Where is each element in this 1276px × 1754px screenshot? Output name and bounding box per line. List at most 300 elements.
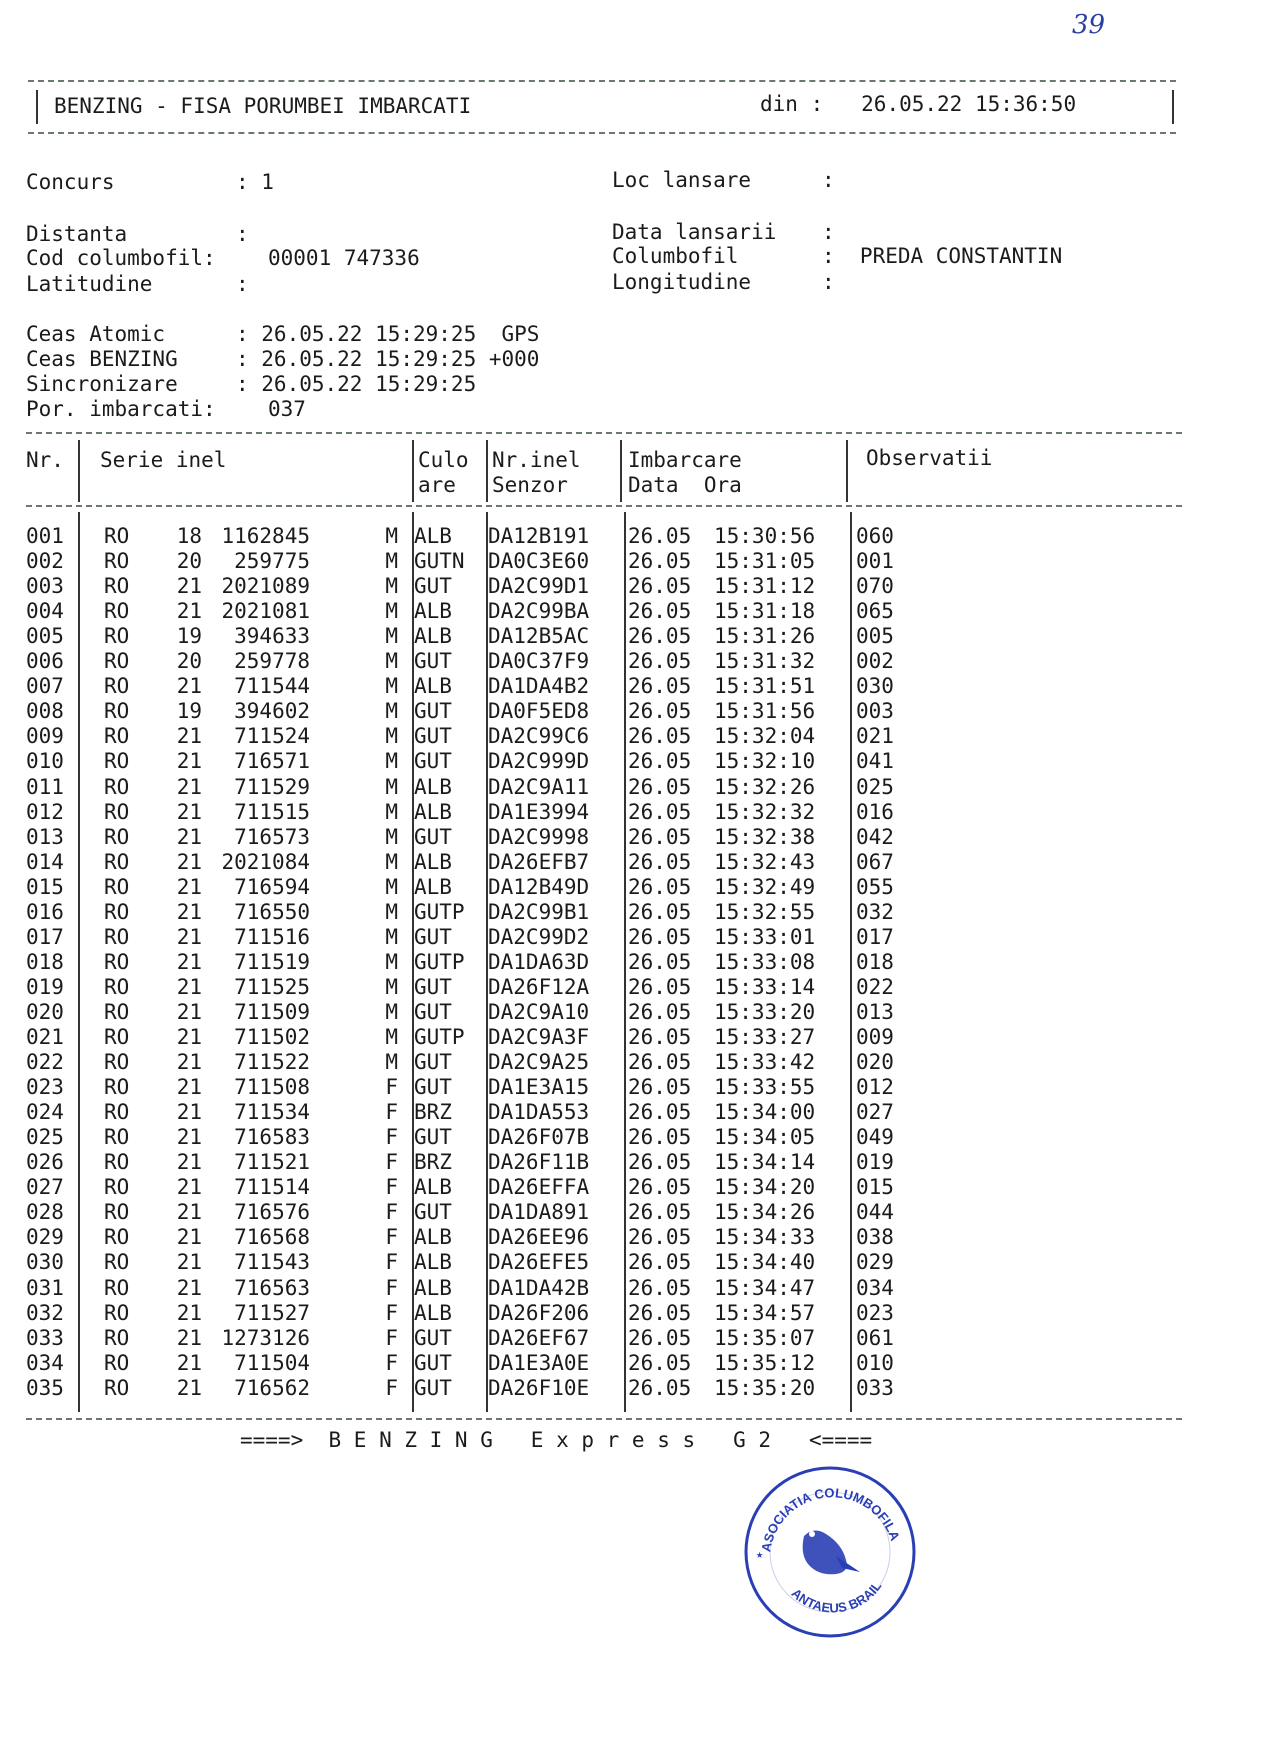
report-title: BENZING - FISA PORUMBEI IMBARCATI	[54, 94, 472, 118]
cell-sex: M	[385, 624, 398, 649]
cell-sensor: DA1DA891	[488, 1200, 590, 1225]
table-row	[26, 1125, 1182, 1150]
header-culoare-1: Culo	[418, 448, 469, 472]
cell-sensor: DA2C99BA	[488, 599, 590, 624]
loc-lansare-value: :	[822, 168, 835, 192]
cell-country: RO	[104, 699, 130, 724]
table-row	[26, 1276, 1182, 1301]
cell-nr: 019	[26, 974, 64, 999]
cell-time: 15:34:47	[714, 1275, 816, 1300]
cell-ring-number: 716562	[234, 1375, 310, 1400]
cell-date: 26.05	[628, 849, 692, 874]
cell-observatii: 044	[856, 1200, 894, 1225]
cell-sex: F	[385, 1075, 398, 1100]
cell-nr: 001	[26, 524, 64, 548]
cell-color: ALB	[414, 1250, 452, 1275]
cod-columbofil-label: Cod columbofil:	[26, 246, 216, 270]
header-serie-inel: Serie inel	[100, 448, 227, 472]
cell-color: GUT	[414, 1350, 452, 1375]
cell-date: 26.05	[628, 924, 692, 949]
cell-time: 15:31:26	[714, 624, 816, 649]
cell-ring-number: 259778	[234, 649, 310, 674]
longitudine-label: Longitudine	[612, 270, 752, 294]
col-sep-1-head	[78, 440, 80, 502]
association-stamp	[742, 1464, 918, 1640]
cell-observatii: 027	[856, 1100, 894, 1125]
cell-nr: 009	[26, 724, 64, 749]
ceas-benzing-line	[26, 347, 539, 371]
cell-country: RO	[104, 799, 130, 824]
cell-nr: 023	[26, 1075, 64, 1100]
cell-country: RO	[104, 999, 130, 1024]
cell-date: 26.05	[628, 574, 692, 599]
cell-country: RO	[104, 1225, 130, 1250]
col-sep-5-head	[846, 440, 848, 502]
loc-lansare-line	[612, 168, 835, 192]
latitudine-line	[26, 272, 249, 296]
cell-nr: 007	[26, 674, 64, 699]
cell-country: RO	[104, 899, 130, 924]
cell-color: GUT	[414, 1050, 452, 1075]
cell-time: 15:33:27	[714, 1025, 816, 1049]
cell-country: RO	[104, 574, 130, 599]
cell-date: 26.05	[628, 699, 692, 724]
cell-sex: M	[385, 574, 398, 599]
title-top-border	[28, 80, 1176, 82]
cell-ring-number: 716568	[234, 1225, 310, 1250]
cell-color: ALB	[414, 849, 452, 874]
cell-sensor: DA26EFE5	[488, 1250, 590, 1275]
cell-date: 26.05	[628, 949, 692, 974]
cell-date: 26.05	[628, 1100, 692, 1125]
latitudine-value: :	[236, 272, 249, 296]
cell-country: RO	[104, 649, 130, 674]
cell-time: 15:34:05	[714, 1125, 816, 1150]
cell-date: 26.05	[628, 674, 692, 699]
table-top-rule	[26, 432, 1182, 434]
cell-time: 15:32:26	[714, 774, 816, 799]
cell-year: 21	[176, 949, 202, 974]
cell-nr: 003	[26, 574, 64, 599]
cell-date: 26.05	[628, 1150, 692, 1175]
cell-sex: M	[385, 774, 398, 799]
table-row	[26, 674, 1182, 699]
cell-ring-number: 711521	[234, 1150, 310, 1175]
cell-color: ALB	[414, 1225, 452, 1250]
cell-sex: M	[385, 649, 398, 674]
cell-time: 15:34:57	[714, 1300, 816, 1325]
cell-year: 21	[176, 749, 202, 774]
cell-observatii: 025	[856, 774, 894, 799]
cell-nr: 028	[26, 1200, 64, 1225]
cell-sensor: DA26EE96	[488, 1225, 590, 1250]
cell-sex: F	[385, 1225, 398, 1250]
columbofil-label: Columbofil	[612, 244, 739, 268]
cell-observatii: 013	[856, 999, 894, 1024]
cell-color: GUT	[414, 724, 452, 749]
cell-year: 21	[176, 1150, 202, 1175]
table-row	[26, 1175, 1182, 1200]
cell-time: 15:33:42	[714, 1050, 816, 1075]
cell-country: RO	[104, 524, 130, 548]
cell-year: 21	[176, 899, 202, 924]
cell-date: 26.05	[628, 1250, 692, 1275]
ceas-benzing-label: Ceas BENZING	[26, 347, 178, 371]
cell-ring-number: 259775	[234, 549, 310, 574]
title-right-bar	[1172, 90, 1174, 124]
cell-color: ALB	[414, 1275, 452, 1300]
cell-observatii: 038	[856, 1225, 894, 1250]
cell-color: ALB	[414, 524, 452, 548]
columbofil-line	[612, 244, 1062, 268]
cell-sex: F	[385, 1325, 398, 1350]
cell-country: RO	[104, 1175, 130, 1200]
cell-date: 26.05	[628, 1325, 692, 1350]
din-label: din :	[760, 92, 824, 116]
cell-color: ALB	[414, 1175, 452, 1200]
longitudine-line	[612, 270, 835, 294]
cell-year: 21	[176, 824, 202, 849]
cell-sex: M	[385, 874, 398, 899]
title-bottom-border	[28, 132, 1176, 134]
cell-sensor: DA2C9A3F	[488, 1025, 590, 1049]
table-row	[26, 950, 1182, 975]
cell-ring-number: 716583	[234, 1125, 310, 1150]
cell-sex: F	[385, 1150, 398, 1175]
cell-country: RO	[104, 1150, 130, 1175]
cell-year: 21	[176, 1225, 202, 1250]
cell-observatii: 034	[856, 1275, 894, 1300]
cell-ring-number: 716594	[234, 874, 310, 899]
cell-country: RO	[104, 1050, 130, 1075]
cell-color: ALB	[414, 674, 452, 699]
concurs-value: : 1	[236, 170, 274, 194]
cell-nr: 025	[26, 1125, 64, 1150]
cell-year: 21	[176, 1050, 202, 1075]
table-row	[26, 574, 1182, 599]
cell-observatii: 029	[856, 1250, 894, 1275]
cell-nr: 031	[26, 1275, 64, 1300]
cell-observatii: 010	[856, 1350, 894, 1375]
cell-time: 15:35:07	[714, 1325, 816, 1350]
cell-date: 26.05	[628, 874, 692, 899]
cell-country: RO	[104, 1075, 130, 1100]
cell-ring-number: 711519	[234, 949, 310, 974]
cell-color: ALB	[414, 774, 452, 799]
table-row	[26, 1301, 1182, 1326]
ceas-atomic-line	[26, 322, 539, 346]
table-row	[26, 1100, 1182, 1125]
cell-nr: 017	[26, 924, 64, 949]
cell-ring-number: 716571	[234, 749, 310, 774]
cell-observatii: 009	[856, 1025, 894, 1049]
cell-observatii: 033	[856, 1375, 894, 1400]
cell-color: GUT	[414, 1200, 452, 1225]
cell-sensor: DA1DA42B	[488, 1275, 590, 1300]
table-row	[26, 1351, 1182, 1376]
cell-year: 21	[176, 1100, 202, 1125]
cell-date: 26.05	[628, 1200, 692, 1225]
cell-color: GUT	[414, 1125, 452, 1150]
cell-ring-number: 711534	[234, 1100, 310, 1125]
sincronizare-value: : 26.05.22 15:29:25	[236, 372, 477, 396]
cell-time: 15:34:33	[714, 1225, 816, 1250]
table-row	[26, 1050, 1182, 1075]
cell-color: GUT	[414, 574, 452, 599]
cell-year: 21	[176, 1200, 202, 1225]
stamp-graphic	[742, 1464, 918, 1640]
loc-lansare-label: Loc lansare	[612, 168, 752, 192]
header-nr-inel-2: Senzor	[492, 473, 568, 497]
cell-country: RO	[104, 749, 130, 774]
cell-color: GUTN	[414, 549, 465, 574]
cell-nr: 030	[26, 1250, 64, 1275]
cell-sensor: DA12B49D	[488, 874, 590, 899]
cell-sensor: DA12B191	[488, 524, 590, 548]
cell-time: 15:32:38	[714, 824, 816, 849]
cell-sex: M	[385, 1050, 398, 1075]
cell-color: ALB	[414, 599, 452, 624]
cell-nr: 005	[26, 624, 64, 649]
cell-sensor: DA2C9A25	[488, 1050, 590, 1075]
cell-observatii: 049	[856, 1125, 894, 1150]
cell-sex: F	[385, 1350, 398, 1375]
cell-sensor: DA26F07B	[488, 1125, 590, 1150]
col-sep-2-head	[412, 440, 414, 502]
cell-color: GUTP	[414, 949, 465, 974]
cell-nr: 012	[26, 799, 64, 824]
cell-observatii: 018	[856, 949, 894, 974]
cell-time: 15:33:01	[714, 924, 816, 949]
cell-observatii: 042	[856, 824, 894, 849]
pigeon-icon	[803, 1530, 860, 1574]
cell-sex: M	[385, 949, 398, 974]
table-row	[26, 749, 1182, 774]
cell-time: 15:32:49	[714, 874, 816, 899]
table-row	[26, 875, 1182, 900]
cell-date: 26.05	[628, 1025, 692, 1049]
cell-ring-number: 711524	[234, 724, 310, 749]
cell-nr: 011	[26, 774, 64, 799]
por-imbarcati-label: Por. imbarcati:	[26, 397, 216, 421]
cell-country: RO	[104, 674, 130, 699]
ceas-atomic-label: Ceas Atomic	[26, 322, 166, 346]
cell-sex: M	[385, 724, 398, 749]
distanta-line	[26, 222, 249, 246]
header-nr-inel-1: Nr.inel	[492, 448, 581, 472]
cell-country: RO	[104, 549, 130, 574]
cell-sex: M	[385, 749, 398, 774]
cell-nr: 014	[26, 849, 64, 874]
cell-country: RO	[104, 724, 130, 749]
table-row	[26, 1376, 1182, 1401]
cell-sensor: DA26EFFA	[488, 1175, 590, 1200]
cell-color: GUTP	[414, 899, 465, 924]
cell-year: 21	[176, 1350, 202, 1375]
cell-country: RO	[104, 1200, 130, 1225]
header-nr: Nr.	[26, 448, 64, 472]
cell-nr: 010	[26, 749, 64, 774]
cell-sex: M	[385, 674, 398, 699]
table-row	[26, 699, 1182, 724]
cell-year: 21	[176, 1275, 202, 1300]
cell-date: 26.05	[628, 799, 692, 824]
data-lansarii-line	[612, 220, 835, 244]
cell-sex: M	[385, 799, 398, 824]
table-row	[26, 900, 1182, 925]
cell-date: 26.05	[628, 1225, 692, 1250]
cell-time: 15:34:14	[714, 1150, 816, 1175]
cell-country: RO	[104, 1325, 130, 1350]
cell-nr: 004	[26, 599, 64, 624]
cell-ring-number: 711516	[234, 924, 310, 949]
cell-year: 20	[176, 649, 202, 674]
cell-time: 15:31:51	[714, 674, 816, 699]
cell-sensor: DA2C9998	[488, 824, 590, 849]
cell-time: 15:33:14	[714, 974, 816, 999]
cell-ring-number: 711515	[234, 799, 310, 824]
cell-year: 21	[176, 1250, 202, 1275]
cell-ring-number: 2021084	[221, 849, 310, 874]
cell-sensor: DA26EFB7	[488, 849, 590, 874]
cell-country: RO	[104, 824, 130, 849]
cell-date: 26.05	[628, 724, 692, 749]
cell-year: 21	[176, 724, 202, 749]
table-row	[26, 850, 1182, 875]
table-body	[26, 524, 1182, 1414]
cell-sex: F	[385, 1375, 398, 1400]
cell-sex: M	[385, 549, 398, 574]
cell-time: 15:33:55	[714, 1075, 816, 1100]
cell-ring-number: 711509	[234, 999, 310, 1024]
cell-nr: 006	[26, 649, 64, 674]
sincronizare-label: Sincronizare	[26, 372, 178, 396]
cell-country: RO	[104, 1250, 130, 1275]
table-row	[26, 599, 1182, 624]
cell-ring-number: 711543	[234, 1250, 310, 1275]
cell-date: 26.05	[628, 1375, 692, 1400]
cell-time: 15:34:20	[714, 1175, 816, 1200]
cell-date: 26.05	[628, 899, 692, 924]
cell-country: RO	[104, 774, 130, 799]
distanta-label: Distanta	[26, 222, 128, 246]
cell-ring-number: 394633	[234, 624, 310, 649]
cell-country: RO	[104, 1300, 130, 1325]
cell-sex: F	[385, 1300, 398, 1325]
cell-observatii: 015	[856, 1175, 894, 1200]
cell-time: 15:32:10	[714, 749, 816, 774]
cell-observatii: 067	[856, 849, 894, 874]
cell-sex: F	[385, 1125, 398, 1150]
cell-observatii: 020	[856, 1050, 894, 1075]
cell-observatii: 005	[856, 624, 894, 649]
cell-date: 26.05	[628, 749, 692, 774]
cell-year: 21	[176, 1325, 202, 1350]
table-header-bottom-rule	[26, 505, 1182, 507]
cell-date: 26.05	[628, 824, 692, 849]
cell-sensor: DA0C3E60	[488, 549, 590, 574]
cell-sensor: DA26F12A	[488, 974, 590, 999]
cell-observatii: 002	[856, 649, 894, 674]
cell-time: 15:31:32	[714, 649, 816, 674]
table-row	[26, 549, 1182, 574]
cell-sex: M	[385, 974, 398, 999]
cell-sensor: DA26EF67	[488, 1325, 590, 1350]
cell-date: 26.05	[628, 624, 692, 649]
cell-date: 26.05	[628, 1050, 692, 1075]
cell-color: GUT	[414, 1375, 452, 1400]
cell-ring-number: 711514	[234, 1175, 310, 1200]
cell-observatii: 060	[856, 524, 894, 548]
cell-year: 21	[176, 1175, 202, 1200]
cell-nr: 018	[26, 949, 64, 974]
cell-time: 15:34:40	[714, 1250, 816, 1275]
cell-date: 26.05	[628, 524, 692, 548]
table-row	[26, 975, 1182, 1000]
col-sep-4-head	[620, 440, 622, 502]
columbofil-value: : PREDA CONSTANTIN	[822, 244, 1063, 268]
cell-sex: F	[385, 1275, 398, 1300]
cell-nr: 013	[26, 824, 64, 849]
cell-ring-number: 711502	[234, 1025, 310, 1049]
data-lansarii-value: :	[822, 220, 835, 244]
cell-observatii: 021	[856, 724, 894, 749]
cell-ring-number: 711527	[234, 1300, 310, 1325]
cell-observatii: 001	[856, 549, 894, 574]
header-imbarcare-1: Imbarcare	[628, 448, 742, 472]
cell-time: 15:31:18	[714, 599, 816, 624]
cell-year: 21	[176, 1300, 202, 1325]
table-row	[26, 724, 1182, 749]
cell-observatii: 061	[856, 1325, 894, 1350]
cell-color: GUT	[414, 649, 452, 674]
cell-sensor: DA26F10E	[488, 1375, 590, 1400]
cell-ring-number: 711529	[234, 774, 310, 799]
cell-ring-number: 394602	[234, 699, 310, 724]
cell-observatii: 065	[856, 599, 894, 624]
por-imbarcati-value: 037	[268, 397, 306, 421]
cell-ring-number: 716576	[234, 1200, 310, 1225]
title-left-bar	[36, 90, 38, 124]
report-timestamp	[760, 92, 1076, 116]
cell-year: 21	[176, 1125, 202, 1150]
cell-year: 21	[176, 1075, 202, 1100]
cell-time: 15:32:43	[714, 849, 816, 874]
cell-country: RO	[104, 949, 130, 974]
cell-sensor: DA1E3A0E	[488, 1350, 590, 1375]
header-imbarcare-2: Data Ora	[628, 473, 742, 497]
table-row	[26, 524, 1182, 549]
table-row	[26, 1225, 1182, 1250]
cell-sensor: DA1DA4B2	[488, 674, 590, 699]
cell-country: RO	[104, 599, 130, 624]
cell-country: RO	[104, 1025, 130, 1049]
cell-year: 18	[176, 524, 202, 548]
cell-time: 15:32:04	[714, 724, 816, 749]
cell-ring-number: 711504	[234, 1350, 310, 1375]
cell-sex: M	[385, 824, 398, 849]
cell-sex: M	[385, 699, 398, 724]
cell-year: 21	[176, 924, 202, 949]
cell-ring-number: 716563	[234, 1275, 310, 1300]
stamp-bottom-text: ANTAEUS BRAIL	[788, 1578, 885, 1616]
table-row	[26, 1000, 1182, 1025]
cell-ring-number: 2021089	[221, 574, 310, 599]
cell-sex: F	[385, 1100, 398, 1125]
cell-year: 19	[176, 699, 202, 724]
cell-time: 15:31:56	[714, 699, 816, 724]
cell-nr: 022	[26, 1050, 64, 1075]
